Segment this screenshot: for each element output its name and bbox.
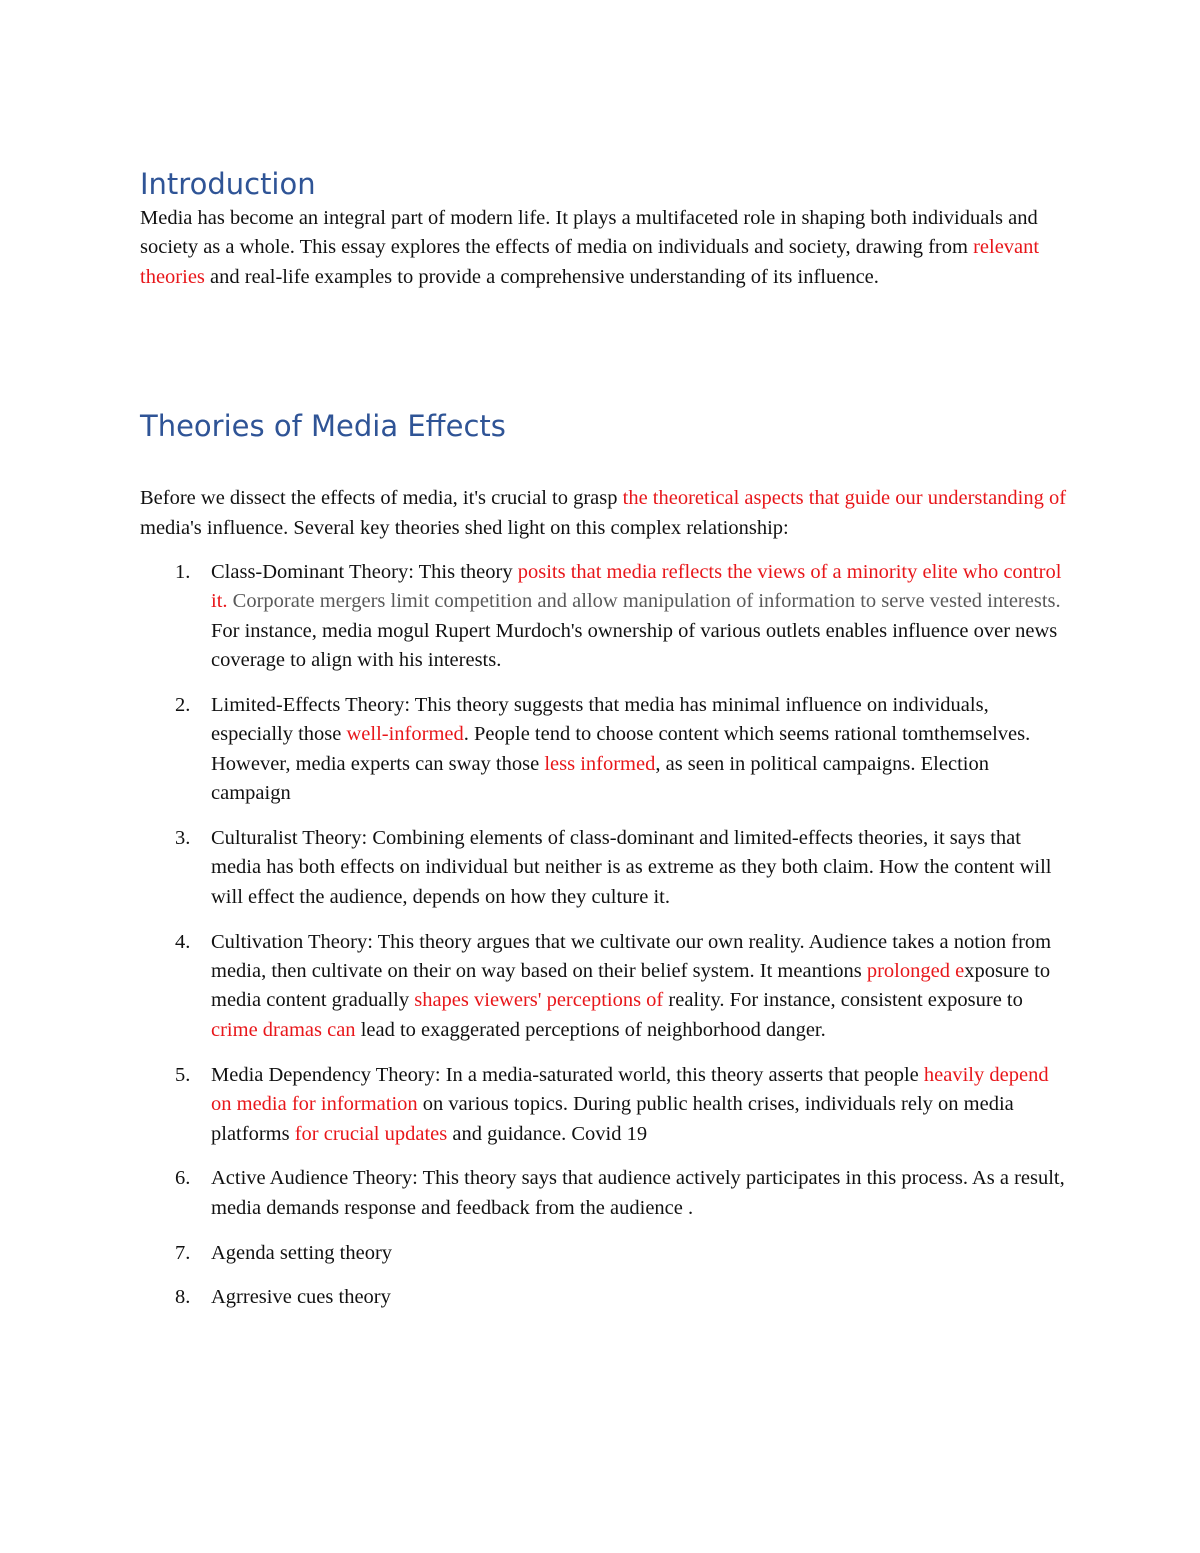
list-item-number: 6. [175, 1167, 191, 1190]
highlighted-text: posits that media reflects the views of a minority elite who control it. [211, 561, 1062, 613]
theories-list [140, 558, 1070, 1313]
section-heading-theories: Theories of Media Effects [140, 409, 506, 444]
body-text: , as seen in political campaigns. Election campaign [211, 752, 989, 805]
list-item-text [211, 931, 1051, 1041]
highlighted-text: prolonged e [866, 960, 965, 983]
highlighted-text: the theoretical aspects that guide our understanding of [622, 487, 1067, 510]
body-text: and real-life examples to provide a comprehensive understanding of its influence. [204, 265, 879, 288]
list-item-number: 7. [175, 1241, 191, 1264]
body-text: reality. For instance, consistent exposure to [663, 989, 1023, 1012]
list-item-number: 1. [175, 561, 191, 584]
list-item [140, 1164, 1070, 1223]
body-text: Before we dissect the effects of media, it's crucial to grasp [140, 487, 623, 510]
list-item [140, 928, 1070, 1046]
list-item [140, 824, 1070, 912]
body-text: lead to exaggerated perceptions of neighborhood danger. [355, 1018, 826, 1041]
section-heading-introduction: Introduction [140, 167, 316, 201]
body-text: Media Dependency Theory: In a media-saturated world, this theory asserts that people [211, 1063, 924, 1086]
list-item-number: 5. [175, 1063, 191, 1086]
body-text: media's influence. Several key theories shed light on this complex relationship: [140, 516, 789, 539]
list-item-number: 4. [175, 930, 191, 953]
body-text: Active Audience Theory: This theory says that audience actively participates in this process. As a result, media demands response and feedback from the audience . [211, 1167, 1065, 1219]
highlighted-text: heavily depend on media for information [211, 1063, 1049, 1116]
body-text: xposure to media content gradually [211, 960, 1051, 1012]
list-item [140, 558, 1070, 676]
body-text: . People tend to choose content which seems rational tomthemselves. However, media experts can sway those [211, 723, 1031, 775]
body-text: Culturalist Theory: Combining elements of class-dominant and limited-effects theories, it says that media has both effects on individual but neither is as extreme as they both claim. How the content will will effect the audience, depends on how they culture it. [211, 827, 1052, 908]
intro-paragraph [140, 204, 1070, 292]
list-item [140, 1283, 1070, 1312]
list-item-number: 3. [175, 827, 191, 850]
body-text: on various topics. During public health crises, individuals rely on media platforms [211, 1093, 1014, 1145]
list-item-text [211, 1064, 1049, 1145]
list-item-text [211, 827, 1051, 908]
list-item-text [211, 1286, 391, 1308]
list-item-number: 8. [175, 1286, 191, 1309]
body-text: Media has become an integral part of modern life. It plays a multifaceted role in shaping both individuals and society as a whole. This essay explores the effects of media on individuals and society, drawing from [140, 207, 1038, 259]
highlighted-text: crime dramas can [211, 1018, 356, 1041]
highlighted-text: shapes viewers' perceptions of [414, 989, 664, 1012]
body-text: Class-Dominant Theory: This theory [211, 561, 518, 584]
list-item [140, 691, 1070, 809]
body-text: and guidance. Covid 19 [447, 1122, 648, 1145]
theories-lead-paragraph [140, 484, 1070, 543]
highlighted-text: for crucial updates [294, 1122, 448, 1145]
list-item-number: 2. [175, 694, 191, 717]
body-text: Cultivation Theory: This theory argues that we cultivate our own reality. Audience takes a notion from media, then cultivate on their on way based on their belief system. It meantions [211, 930, 1052, 983]
muted-text: Corporate mergers limit competition and allow manipulation of information to serve vested interests. [227, 590, 1061, 613]
list-item [140, 1239, 1070, 1268]
highlighted-text: less informed [544, 752, 656, 775]
body-text: Agenda setting theory [211, 1241, 393, 1264]
body-text: Agrresive cues theory [211, 1286, 391, 1309]
body-text: For instance, media mogul Rupert Murdoch's ownership of various outlets enables influence over news coverage to align with his interests. [211, 619, 1058, 672]
highlighted-text: relevant theories [140, 236, 1040, 288]
body-text: Limited-Effects Theory: This theory suggests that media has minimal influence on individuals, especially those [211, 694, 989, 746]
list-item-text [211, 561, 1061, 671]
document-page [140, 160, 1070, 1328]
highlighted-text: well-informed [346, 723, 464, 746]
list-item-text [211, 1242, 392, 1264]
list-item-text [211, 1167, 1065, 1218]
list-item-text [211, 694, 1030, 804]
list-item [140, 1061, 1070, 1149]
